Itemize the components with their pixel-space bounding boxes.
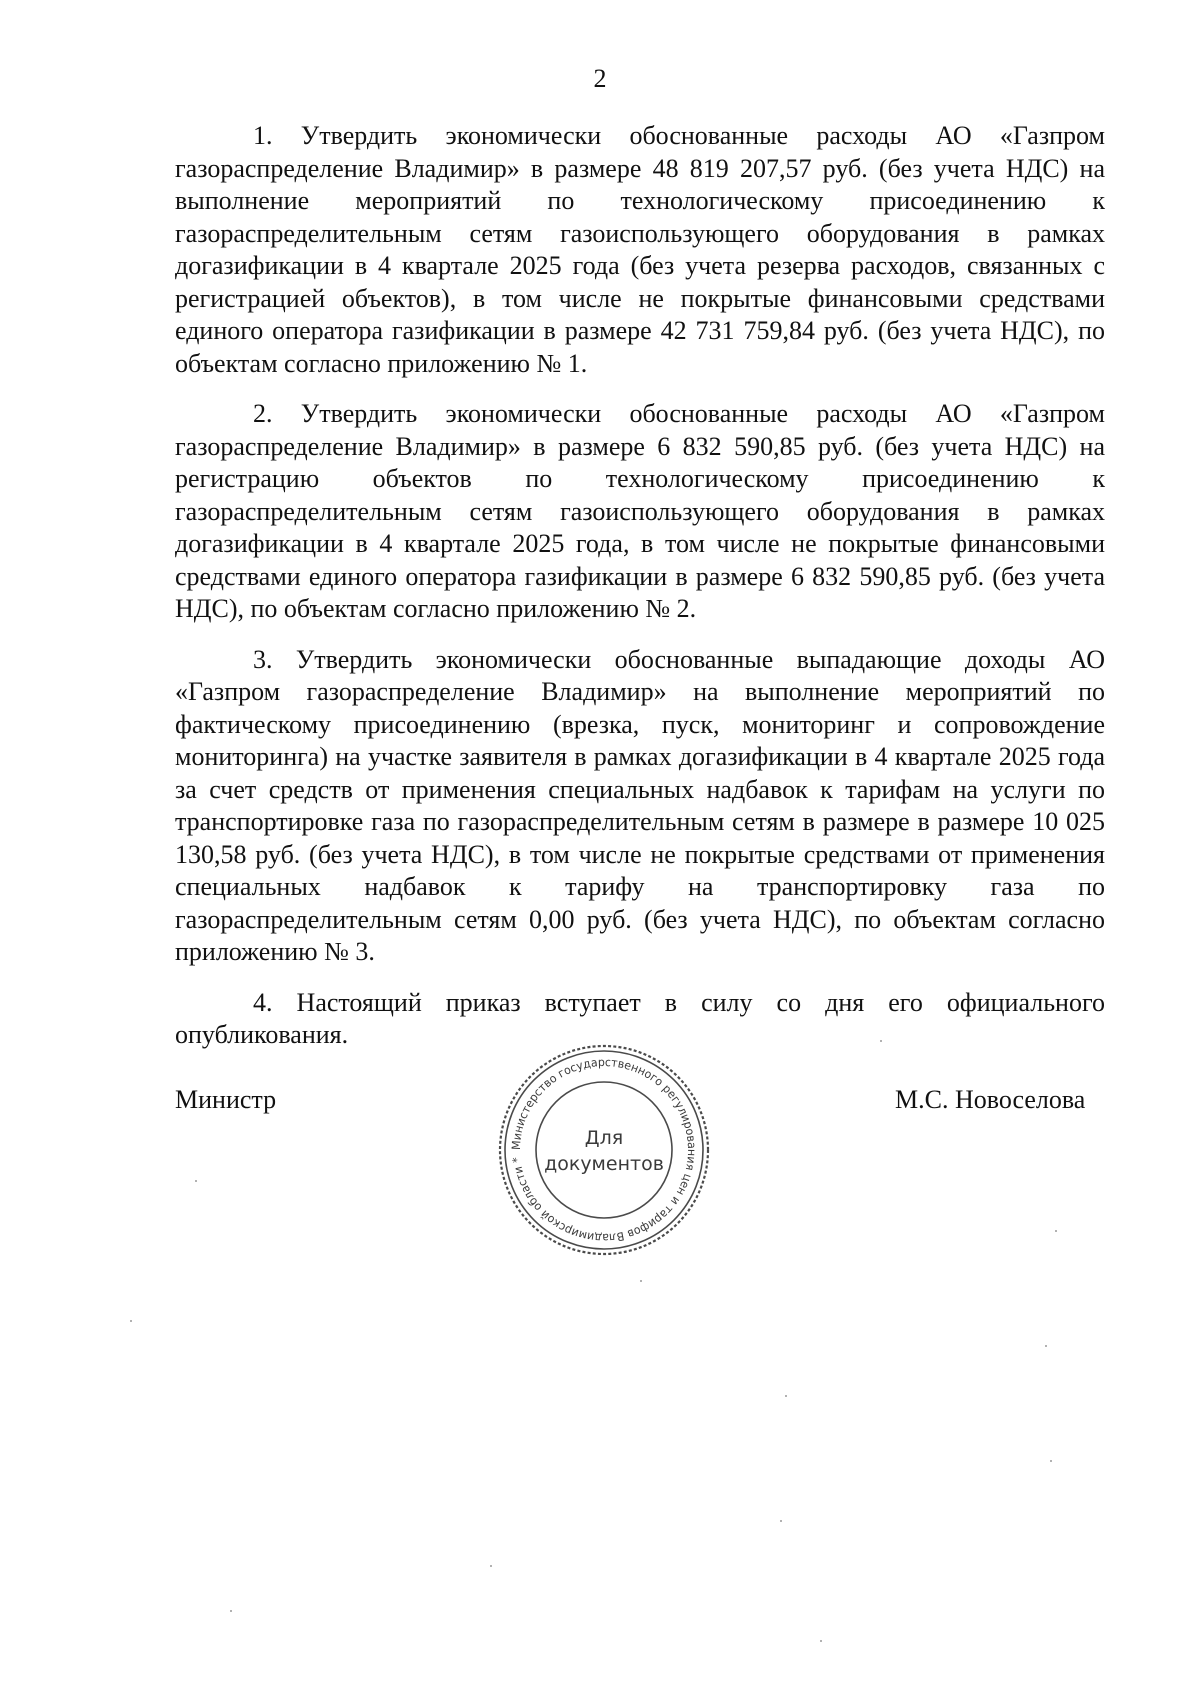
paragraph-4: 4. Настоящий приказ вступает в силу со дня его официального опубликования.	[175, 987, 1105, 1049]
scan-speck	[785, 1395, 787, 1397]
scan-speck	[780, 1520, 782, 1522]
paragraph-1: 1. Утвердить экономически обоснованные расходы АО «Газпром газораспределение Владимир» в размере 48 819 207,57 руб. (без учета НДС) на выполнение мероприятий по технологическому присоединению к газораспределительным сетям газоиспользующего оборудования в рамках догазификации в 4 квартале 2025 года (без учета резерва расходов, связанных с регистрацией объектов), в том числе не покрытые финансовыми средствами единого оператора газификации в размере 42 731 759,84 руб. (без учета НДС), по объектам согласно приложению № 1.	[175, 121, 1105, 378]
scan-speck	[230, 1610, 232, 1612]
seal-ring-text	[509, 1055, 699, 1245]
signatory-name: М.С. Новоселова	[895, 1085, 1086, 1114]
scan-speck	[130, 1320, 132, 1322]
paragraph-3: 3. Утвердить экономически обоснованные выпадающие доходы АО «Газпром газораспределение Владимир» на выполнение мероприятий по фактическому присоединению (врезка, пуск, мониторинг и сопровождение мониторинга) на участке заявителя в рамках догазификации в 4 квартале 2025 года за счет средств от применения специальных надбавок к тарифам на услуги по транспортировке газа по газораспределительным сетям в размере в размере 10 025 130,58 руб. (без учета НДС), в том числе не покрытые средствами от применения специальных надбавок к тарифу на транспортировку газа по газораспределительным сетям 0,00 руб. (без учета НДС), по объектам согласно приложению № 3.	[175, 644, 1105, 966]
scan-speck	[640, 1280, 642, 1282]
scan-speck	[880, 1040, 882, 1042]
scan-speck	[1055, 1230, 1057, 1232]
scan-speck	[1045, 1345, 1047, 1347]
seal-inner-ring	[536, 1082, 672, 1218]
page-number: 2	[593, 64, 607, 93]
scan-speck	[490, 1565, 492, 1567]
seal-center-line-2: документов	[544, 1153, 664, 1175]
seal-ring-textpath: Министерство государственного регулирования цен и тарифов Владимирской области *	[508, 1054, 700, 1246]
seal-graphic	[494, 1040, 714, 1260]
seal-second-ring	[505, 1051, 703, 1249]
scan-speck	[820, 1640, 822, 1642]
scan-speck	[1050, 1460, 1052, 1462]
signatory-position: Министр	[175, 1085, 277, 1114]
paragraph-2: 2. Утвердить экономически обоснованные расходы АО «Газпром газораспределение Владимир» в размере 6 832 590,85 руб. (без учета НДС) на регистрацию объектов по технологическому присоединению к газораспределительным сетям газоиспользующего оборудования в рамках догазификации в 4 квартале 2025 года, в том числе не покрытые финансовыми средствами единого оператора газификации в размере 6 832 590,85 руб. (без учета НДС), по объектам согласно приложению № 2.	[175, 399, 1105, 623]
seal-outer-ring	[500, 1046, 708, 1254]
scan-speck	[195, 1180, 197, 1182]
seal-center-line-1: Для	[584, 1127, 624, 1149]
document-body	[175, 120, 1105, 1052]
official-seal	[494, 1040, 714, 1260]
